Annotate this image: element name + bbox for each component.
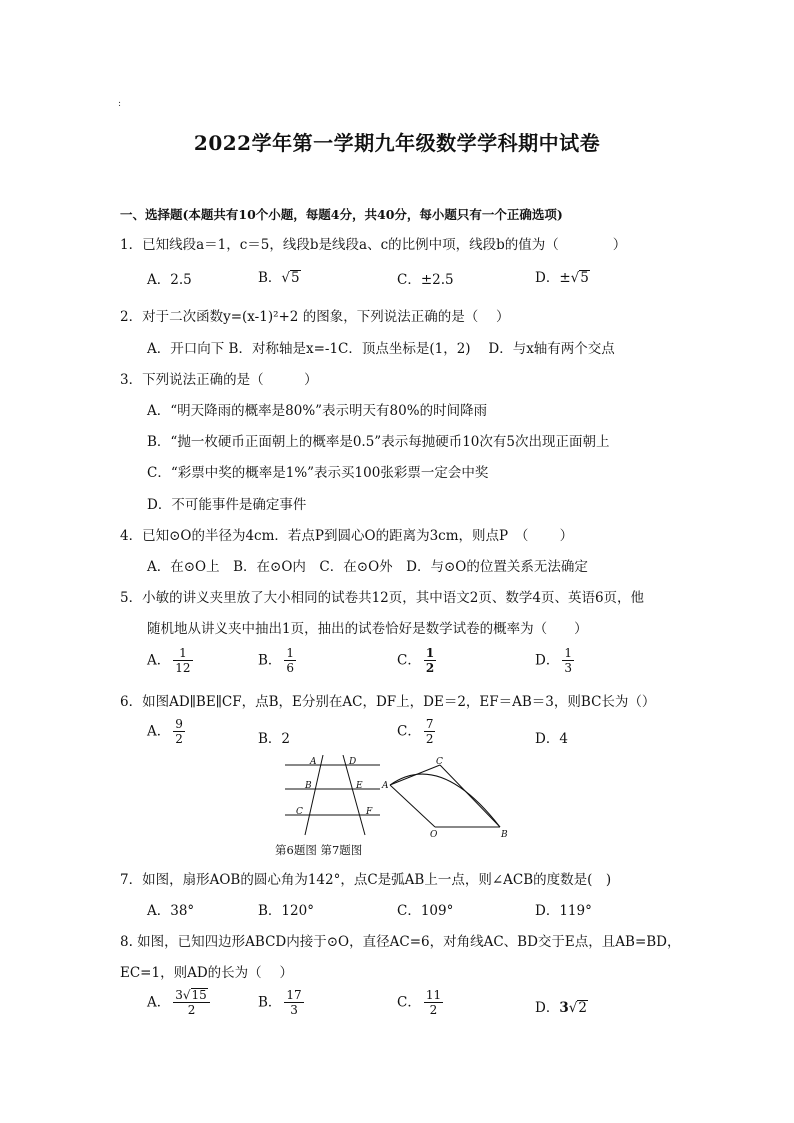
q3-option-b: B．“抛一枚硬币正面朝上的概率是0.5”表示每抛硬币10次有5次出现正面朝上 [147,434,610,450]
fig6-label-c: C [296,807,303,817]
fig7-label-o: O [430,830,438,840]
question-5-line-2: 随机地从讲义夹中抽出1页，抽出的试卷恰好是数学试卷的概率为（ ） [147,621,588,637]
fig6-label-b: B [305,781,312,791]
question-7-stem: 7．如图，扇形AOB的圆心角为142°，点C是弧AB上一点，则∠ACB的度数是( ) [120,872,612,888]
q8-option-d: D．3√2 [535,1000,587,1016]
q6-option-d: D．4 [535,731,568,747]
q6-option-b: B．2 [258,731,291,747]
figure-6 [285,755,380,835]
figure-caption: 第6题图 第7题图 [275,843,363,857]
q1-option-c: C．±2.5 [397,272,454,288]
stray-mark: : [118,99,122,109]
q1-option-d: D．±√5 [535,270,589,286]
q5-option-b: B． $\frac{1}{6}$ [258,646,295,676]
question-1-stem: 1．已知线段a＝1，c＝5，线段b是线段a、c的比例中项，线段b的值为（ ） [120,237,627,253]
section-heading: 一、选择题(本题共有10个小题，每题4分，共40分，每小题只有一个正确选项) [120,207,563,222]
fig6-label-a: A [310,757,317,767]
fig6-label-e: E [356,781,363,791]
q8-option-b: B． $\frac{17}{3}$ [258,988,302,1018]
fig6-transversal-ac [305,755,323,835]
fig7-label-c: C [436,757,443,767]
q3-option-a: A．“明天降雨的概率是80%”表示明天有80%的时间降雨 [147,403,488,419]
question-8-line-1: 8. 如图，已知四边形ABCD内接于⊙O，直径AC=6，对角线AC、BD交于E点，且AB=BD， [120,934,681,950]
q7-option-a: A．38° [147,903,195,919]
question-6-stem: 6．如图AD∥BE∥CF，点B，E分别在AC，DF上，DE＝2，EF＝AB＝3，则BC长为（） [120,694,656,710]
question-2-stem: 2．对于二次函数y=(x-1)²+2 的图象，下列说法正确的是（ ） [120,309,510,325]
q1-option-a: A．2.5 [147,272,192,288]
q5-option-c: C． $\frac{1}{2}$ [397,646,435,676]
q7-option-b: B．120° [258,903,314,919]
q1-option-b: B．√5 [258,270,300,286]
q8-option-a: A． $\frac{3√15}{2}$ [147,988,210,1018]
q3-option-c: C．“彩票中奖的概率是1%”表示买100张彩票一定会中奖 [147,465,489,481]
q7-option-d: D．119° [535,903,592,919]
question-4-stem: 4．已知⊙O的半径为4cm．若点P到圆心O的距离为3cm，则点P （ ） [120,528,574,544]
question-5-line-1: 5．小敏的讲义夹里放了大小相同的试卷共12页，其中语文2页、数学4页、英语6页，他 [120,590,645,606]
fig7-label-a: A [382,781,389,791]
fig6-label-f: F [366,807,373,817]
q4-options: A．在⊙O上 B．在⊙O内 C．在⊙O外 D．与⊙O的位置关系无法确定 [147,559,588,575]
figure-7 [390,765,500,827]
fig7-radius-oa [390,785,435,827]
question-3-stem: 3．下列说法正确的是（ ） [120,372,318,388]
q5-option-a: A． $\frac{1}{12}$ [147,646,191,676]
fig7-label-b: B [501,830,508,840]
question-8-line-2: EC=1，则AD的长为（ ） [120,965,293,981]
figures-6-and-7 [280,755,520,840]
q8-option-c: C． $\frac{11}{2}$ [397,988,442,1018]
q7-option-c: C．109° [397,903,454,919]
q5-option-d: D． $\frac{1}{3}$ [535,646,572,676]
fig7-chord-cb [440,765,500,827]
fig6-transversal-df [343,755,365,835]
page-title: 2022学年第一学期九年级数学学科期中试卷 [193,131,601,155]
q6-option-a: A． $\frac{9}{2}$ [147,717,183,747]
q3-option-d: D．不可能事件是确定事件 [147,497,307,513]
q6-option-c: C． $\frac{7}{2}$ [397,717,434,747]
fig6-label-d: D [349,757,357,767]
q2-options: A．开口向下 B．对称轴是x=-1C．顶点坐标是(1，2) D．与x轴有两个交点 [147,341,615,357]
